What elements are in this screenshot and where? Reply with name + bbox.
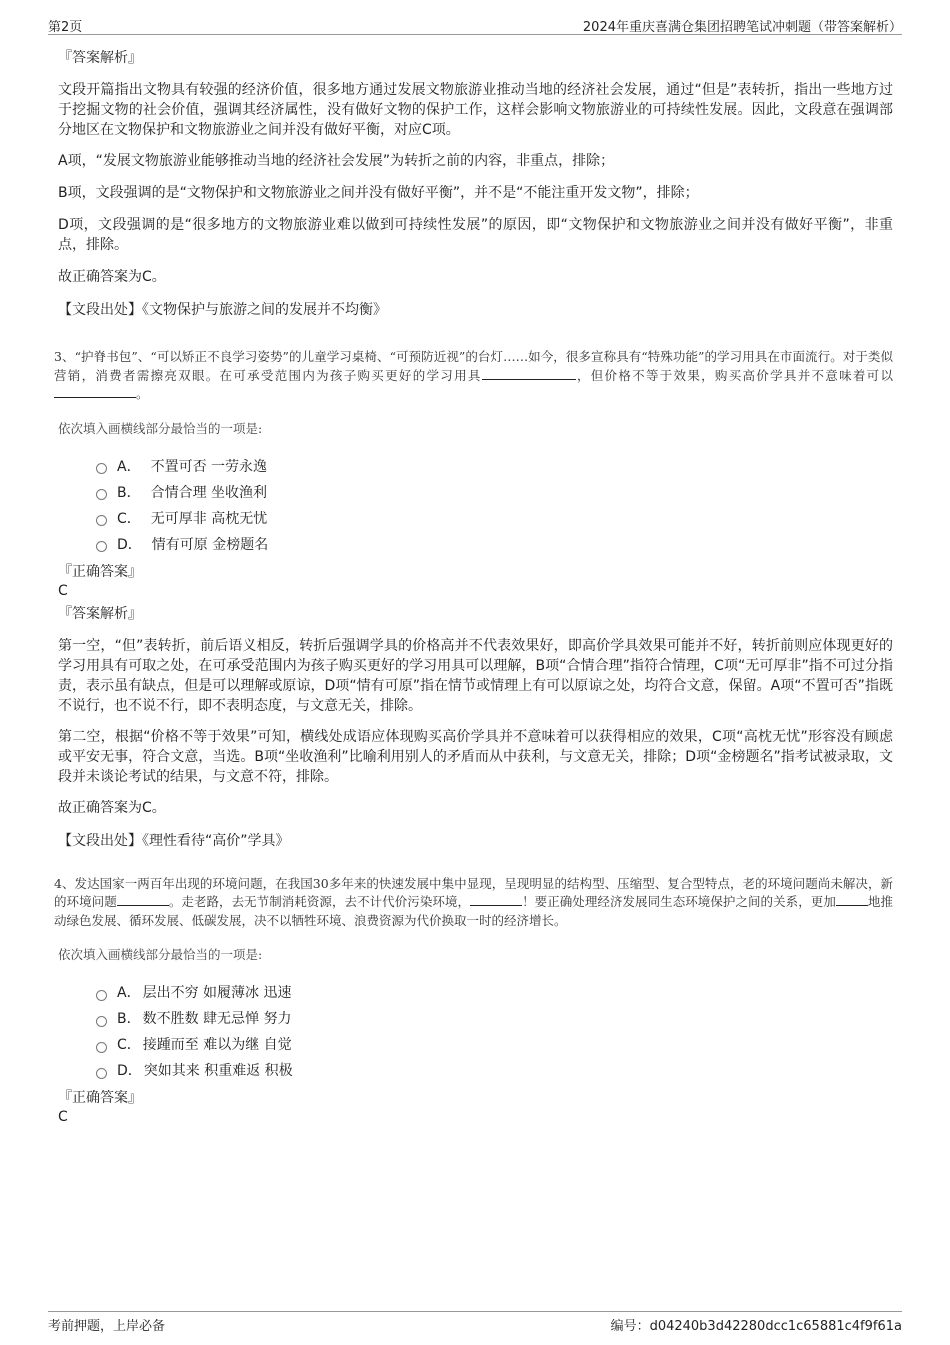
option-b[interactable]: B． 数不胜数 肆无忌惮 努力	[96, 1006, 893, 1032]
analysis-paragraph: 第二空，根据“价格不等于效果”可知，横线处成语应体现购买高价学具并不意味着可以获得相应的效果，C项“高枕无忧”形容没有顾虑或平安无事，符合文意，当选。B项“坐收渔利”比喻利用别人的矛盾而从中获利，与文意无关，排除；D项“金榜题名”指考试被录取，文段并未谈论考试的结果，与文意不符，排除。	[58, 728, 893, 785]
option-a[interactable]: A． 层出不穷 如履薄冰 迅速	[96, 980, 893, 1006]
analysis-label: 『答案解析』	[58, 50, 142, 66]
source-title: 《文物保护与旅游之间的发展并不均衡》	[142, 302, 387, 318]
page-content	[54, 48, 893, 1126]
answer-label: 『正确答案』	[58, 1090, 142, 1106]
analysis-paragraph: D项，文段强调的是“很多地方的文物旅游业难以做到可持续性发展”的原因，即“文物保护和文物旅游业之间并没有做好平衡”，非重点，排除。	[58, 217, 893, 253]
analysis-paragraph: 第一空，“但”表转折，前后语义相反，转折后强调学具的价格高并不代表效果好，即高价学具效果可能并不好，转折前则应体现更好的学习用具有可取之处，在可承受范围内为孩子购买更好的学习用具可以理解，B项“合情合理”指符合情理，C项“无可厚非”指不可过分指责，表示虽有缺点，但是可以理解或原谅，D项“情有可原”指在情节或情理上有可以原谅之处，均符合文意，保留。A项“不置可否”指既不说行，也不说不行，即不表明态度，与文意无关，排除。	[58, 637, 893, 714]
conclusion: 故正确答案为C。	[58, 799, 166, 816]
option-c[interactable]: C． 无可厚非 高枕无忧	[96, 506, 893, 532]
question-prompt: 依次填入画横线部分最恰当的一项是:	[58, 947, 263, 962]
correct-answer: C	[58, 1109, 68, 1125]
analysis-paragraph: 文段开篇指出文物具有较强的经济价值，很多地方通过发展文物旅游业推动当地的经济社会发展，通过“但是”表转折，指出一些地方过于挖掘文物的社会价值，强调其经济属性，没有做好文物的保护工作，这样会影响文物旅游业的可持续性发展。因此，文段意在强调部分地区在文物保护和文物旅游业之间并没有做好平衡，对应C项。	[58, 82, 893, 138]
radio-icon[interactable]	[96, 1042, 107, 1053]
question-text: 4、发达国家一两百年出现的环境问题，在我国30多年来的快速发展中集中显现，呈现明显的结构型、压缩型、复合型特点，老的环境问题尚未解决，新的环境问题 。走老路，去无节制消耗资源，去不计代价污染环境， ！要正确处理经济发展同生态环境保护之间的关系，更加 地推动绿色发展、循环发展、低碳发展，决不以牺牲环境、浪费资源为代价换取一时的经济增长。	[54, 875, 893, 928]
radio-icon[interactable]	[96, 515, 107, 526]
source-label: 【文段出处】	[58, 302, 142, 318]
document-title: 2024年重庆喜满仓集团招聘笔试冲刺题（带答案解析）	[582, 20, 902, 35]
conclusion: 故正确答案为C。	[58, 269, 166, 285]
page-header	[48, 14, 902, 35]
analysis-paragraph: A项，“发展文物旅游业能够推动当地的经济社会发展”为转折之前的内容，非重点，排除；	[58, 153, 615, 169]
fill-blank	[54, 385, 136, 398]
footer-slogan: 考前押题，上岸必备	[48, 1319, 166, 1334]
source-title: 《理性看待“高价”学具》	[142, 832, 290, 849]
correct-answer: C	[58, 582, 68, 599]
source-label: 【文段出处】	[58, 832, 142, 849]
page-number: 第2页	[48, 20, 83, 35]
radio-icon[interactable]	[96, 990, 107, 1001]
option-a[interactable]: A． 不置可否 一劳永逸	[96, 454, 893, 480]
question-prompt: 依次填入画横线部分最恰当的一项是:	[58, 420, 263, 436]
analysis-label: 『答案解析』	[58, 605, 142, 622]
fill-blank	[117, 893, 169, 906]
radio-icon[interactable]	[96, 463, 107, 474]
option-list	[58, 454, 893, 558]
radio-icon[interactable]	[96, 1068, 107, 1079]
radio-icon[interactable]	[96, 489, 107, 500]
option-b[interactable]: B． 合情合理 坐收渔利	[96, 480, 893, 506]
source-line	[58, 300, 893, 320]
option-d[interactable]: D． 情有可原 金榜题名	[96, 532, 893, 558]
radio-icon[interactable]	[96, 541, 107, 552]
fill-blank	[470, 893, 522, 906]
fill-blank	[482, 367, 576, 380]
answer-label: 『正确答案』	[58, 563, 142, 580]
question-text: 3、“护脊书包”、“可以矫正不良学习姿势”的儿童学习桌椅、“可预防近视”的台灯……如今，很多宣称具有“特殊功能”的学习用具在市面流行。对于类似营销，消费者需擦亮双眼。在可承受范围内为孩子购买更好的学习用具 ，但价格不等于效果，购买高价学具并不意味着可以。	[54, 349, 893, 401]
option-list	[58, 980, 893, 1084]
document-code: 编号：d04240b3d42280dcc1c65881c4f9f61a	[610, 1319, 902, 1334]
analysis-paragraph: B项，文段强调的是“文物保护和文物旅游业之间并没有做好平衡”，并不是“不能注重开发文物”，排除；	[58, 185, 699, 201]
option-d[interactable]: D． 突如其来 积重难返 积极	[96, 1058, 893, 1084]
source-line	[58, 831, 893, 851]
page-footer	[48, 1311, 902, 1334]
option-c[interactable]: C． 接踵而至 难以为继 自觉	[96, 1032, 893, 1058]
fill-blank	[836, 893, 868, 906]
radio-icon[interactable]	[96, 1016, 107, 1027]
